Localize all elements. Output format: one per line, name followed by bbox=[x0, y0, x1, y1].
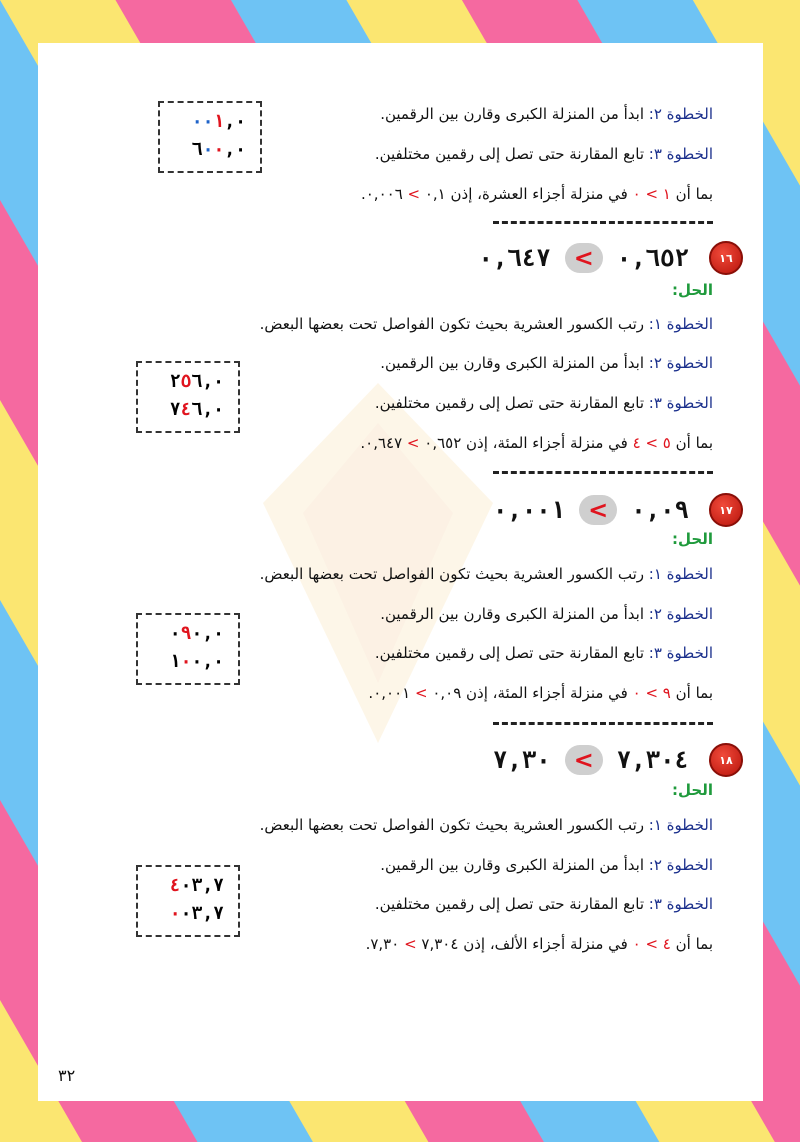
conclusion-line bbox=[368, 684, 713, 702]
box-row-1 bbox=[192, 111, 246, 132]
box-row-2 bbox=[170, 399, 224, 420]
number-left: ٧,٣٠ bbox=[492, 746, 551, 774]
conclusion-line bbox=[360, 434, 713, 452]
digit: ٩ bbox=[180, 623, 192, 644]
step-text: ابدأ من المنزلة الكبرى وقارن بين الرقمين. bbox=[380, 105, 644, 123]
digit: ٠ bbox=[632, 185, 641, 203]
box-row-1 bbox=[170, 623, 224, 644]
step-label: الخطوة ٢: bbox=[644, 105, 713, 123]
comparison-sign: > bbox=[640, 434, 663, 452]
step-text: ابدأ من المنزلة الكبرى وقارن بين الرقمين. bbox=[380, 605, 644, 623]
digit: ٣ bbox=[191, 875, 203, 896]
step-3-line bbox=[375, 394, 713, 412]
step-label: الخطوة ٣: bbox=[644, 145, 713, 163]
comparison-sign: > bbox=[640, 185, 663, 203]
number: ٠,٦٤٧. bbox=[360, 434, 403, 452]
comparison-sign: > bbox=[399, 935, 422, 953]
number: ٠,١ bbox=[424, 185, 446, 203]
step-label: الخطوة ٣: bbox=[644, 644, 713, 662]
number-right: ٧,٣٠٤ bbox=[616, 746, 689, 774]
column-comparison-box bbox=[136, 613, 240, 685]
decimal-comma: , bbox=[202, 903, 214, 924]
step-label: الخطوة ٢: bbox=[644, 354, 713, 372]
digit: ٧ bbox=[213, 903, 224, 924]
column-comparison-box bbox=[158, 101, 262, 173]
digit: ٠ bbox=[202, 111, 214, 132]
number-right: ٠,٦٥٢ bbox=[616, 244, 689, 272]
step-2-line bbox=[380, 105, 713, 123]
decimal-comma: , bbox=[224, 139, 236, 160]
digit: ٠ bbox=[180, 903, 192, 924]
digit: ٠ bbox=[213, 139, 225, 160]
digit: ٠ bbox=[632, 684, 641, 702]
number: ٠,٦٥٢ bbox=[424, 434, 462, 452]
conclusion-text: في منزلة أجزاء الألف، إذن bbox=[458, 935, 633, 953]
number-right: ٠,٠٩ bbox=[631, 496, 689, 524]
step-text: ابدأ من المنزلة الكبرى وقارن بين الرقمين. bbox=[380, 856, 644, 874]
digit: ٤ bbox=[169, 875, 181, 896]
digit: ١ bbox=[662, 185, 671, 203]
step-label: الخطوة ١: bbox=[644, 816, 713, 834]
digit: ٦ bbox=[191, 139, 203, 160]
step-text: تابع المقارنة حتى تصل إلى رقمين مختلفين. bbox=[374, 394, 644, 412]
decimal-comma: , bbox=[202, 399, 214, 420]
box-row-1 bbox=[170, 875, 224, 896]
decimal-comma: , bbox=[224, 111, 236, 132]
column-comparison-box bbox=[136, 361, 240, 433]
digit: ٠ bbox=[213, 371, 224, 392]
step-text: رتب الكسور العشرية بحيث تكون الفواصل تحت بعضها البعض. bbox=[259, 315, 644, 333]
decimal-comma: , bbox=[202, 371, 214, 392]
conclusion-text: في منزلة أجزاء المئة، إذن bbox=[461, 434, 633, 452]
step-text: تابع المقارنة حتى تصل إلى رقمين مختلفين. bbox=[374, 644, 644, 662]
digit: ٤ bbox=[632, 434, 641, 452]
box-row-1 bbox=[170, 371, 224, 392]
decimal-comma: , bbox=[202, 623, 214, 644]
digit: ٤ bbox=[180, 399, 192, 420]
step-text: تابع المقارنة حتى تصل إلى رقمين مختلفين. bbox=[374, 145, 644, 163]
number: ٧,٣٠٤ bbox=[421, 935, 459, 953]
number: ٠,٠٩ bbox=[432, 684, 462, 702]
conclusion-line bbox=[366, 935, 713, 953]
digit: ٦ bbox=[191, 399, 203, 420]
step-3-line bbox=[375, 145, 713, 163]
number-left: ٠,٦٤٧ bbox=[478, 244, 551, 272]
solution-label: الحل: bbox=[672, 530, 713, 548]
digit: ٤ bbox=[662, 935, 671, 953]
digit: ٠ bbox=[191, 111, 203, 132]
digit: ٠ bbox=[180, 875, 192, 896]
decimal-comma: , bbox=[202, 875, 214, 896]
digit: ٠ bbox=[213, 623, 224, 644]
conclusion-text: في منزلة أجزاء العشرة، إذن bbox=[445, 185, 633, 203]
separator bbox=[493, 471, 713, 474]
solution-label: الحل: bbox=[672, 281, 713, 299]
digit: ٢ bbox=[169, 371, 181, 392]
number: ٠,٠٠٦. bbox=[360, 185, 403, 203]
step-3-line bbox=[375, 644, 713, 662]
comparison-sign: > bbox=[565, 745, 603, 775]
digit: ٥ bbox=[662, 434, 671, 452]
conclusion-text: بما أن bbox=[670, 434, 713, 452]
digit: ٧ bbox=[169, 399, 181, 420]
step-label: الخطوة ٣: bbox=[644, 394, 713, 412]
problem-number-badge: ١٨ bbox=[709, 743, 743, 777]
comparison-sign: > bbox=[640, 935, 663, 953]
problem-16-header bbox=[479, 237, 744, 279]
step-1-line bbox=[260, 315, 713, 333]
digit: ٠ bbox=[632, 935, 641, 953]
digit: ٠ bbox=[213, 651, 224, 672]
separator bbox=[493, 722, 713, 725]
digit: ٠ bbox=[191, 651, 203, 672]
conclusion-line bbox=[361, 185, 713, 203]
conclusion-text: بما أن bbox=[670, 684, 713, 702]
number: ٧,٣٠. bbox=[365, 935, 400, 953]
problem-number-badge: ١٦ bbox=[709, 241, 743, 275]
step-3-line bbox=[375, 895, 713, 913]
step-label: الخطوة ١: bbox=[644, 315, 713, 333]
step-text: رتب الكسور العشرية بحيث تكون الفواصل تحت بعضها البعض. bbox=[259, 565, 644, 583]
comparison-sign: > bbox=[579, 495, 617, 525]
decimal-comma: , bbox=[202, 651, 214, 672]
problem-18-header bbox=[493, 739, 743, 781]
digit: ٥ bbox=[180, 371, 192, 392]
digit: ١ bbox=[169, 651, 181, 672]
digit: ٠ bbox=[180, 651, 192, 672]
step-2-line bbox=[380, 856, 713, 874]
step-1-line bbox=[260, 816, 713, 834]
step-2-line bbox=[380, 605, 713, 623]
digit: ١ bbox=[213, 111, 225, 132]
step-label: الخطوة ٢: bbox=[644, 605, 713, 623]
solution-label: الحل: bbox=[672, 781, 713, 799]
conclusion-text: بما أن bbox=[670, 935, 713, 953]
step-label: الخطوة ٣: bbox=[644, 895, 713, 913]
number-left: ٠,٠٠١ bbox=[492, 496, 566, 524]
digit: ٦ bbox=[191, 371, 203, 392]
step-label: الخطوة ١: bbox=[644, 565, 713, 583]
conclusion-text: في منزلة أجزاء المئة، إذن bbox=[461, 684, 633, 702]
digit: ٧ bbox=[213, 875, 224, 896]
comparison-sign: > bbox=[640, 684, 663, 702]
digit: ٠ bbox=[213, 399, 224, 420]
box-row-2 bbox=[170, 651, 224, 672]
comparison-sign: > bbox=[402, 434, 425, 452]
step-text: ابدأ من المنزلة الكبرى وقارن بين الرقمين. bbox=[380, 354, 644, 372]
comparison-sign: > bbox=[565, 243, 603, 273]
step-2-line bbox=[380, 354, 713, 372]
comparison-sign: > bbox=[410, 684, 433, 702]
step-text: تابع المقارنة حتى تصل إلى رقمين مختلفين. bbox=[374, 895, 644, 913]
column-comparison-box bbox=[136, 865, 240, 937]
conclusion-text: بما أن bbox=[670, 185, 713, 203]
separator bbox=[493, 221, 713, 224]
problem-17-header bbox=[493, 489, 743, 531]
digit: ٠ bbox=[191, 623, 203, 644]
digit: ٠ bbox=[235, 139, 246, 160]
number: ٠,٠٠١. bbox=[368, 684, 411, 702]
box-row-2 bbox=[192, 139, 246, 160]
worksheet-page bbox=[38, 43, 763, 1101]
problem-number-badge: ١٧ bbox=[709, 493, 743, 527]
digit: ٠ bbox=[169, 623, 181, 644]
page-number: ٣٢ bbox=[58, 1066, 76, 1085]
digit: ٠ bbox=[235, 111, 246, 132]
digit: ٠ bbox=[202, 139, 214, 160]
comparison-sign: > bbox=[402, 185, 425, 203]
digit: ٩ bbox=[662, 684, 671, 702]
step-label: الخطوة ٢: bbox=[644, 856, 713, 874]
step-text: رتب الكسور العشرية بحيث تكون الفواصل تحت بعضها البعض. bbox=[259, 816, 644, 834]
digit: ٠ bbox=[169, 903, 181, 924]
step-1-line bbox=[260, 565, 713, 583]
box-row-2 bbox=[170, 903, 224, 924]
digit: ٣ bbox=[191, 903, 203, 924]
